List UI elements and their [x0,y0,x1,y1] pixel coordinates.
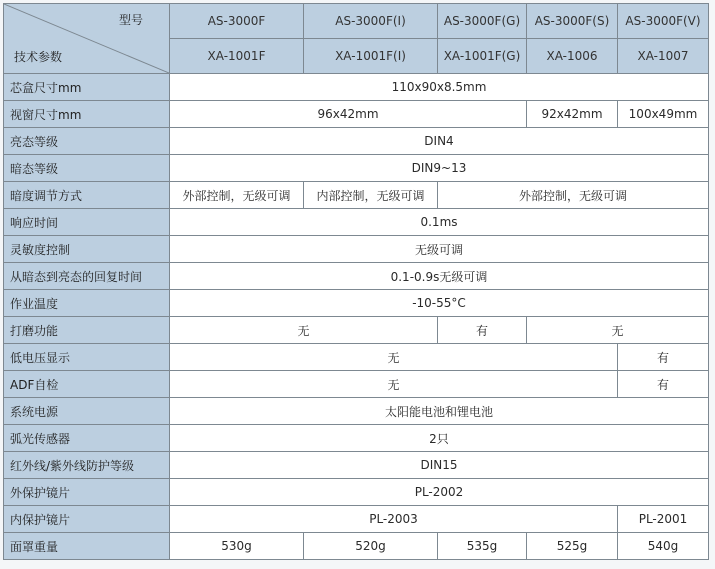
spec-value: 96x42mm [170,101,527,128]
spec-value: 无 [170,344,618,371]
spec-value: 无级可调 [170,236,709,263]
spec-value: 无 [170,371,618,398]
spec-value: 太阳能电池和锂电池 [170,398,709,425]
spec-row [4,371,709,398]
model-header-xa: XA-1007 [618,39,709,74]
spec-value: 2只 [170,425,709,452]
model-header-xa: XA-1006 [527,39,618,74]
model-header-as: AS-3000F [170,4,304,39]
spec-label: 系统电源 [4,398,170,425]
spec-label: 芯盒尺寸mm [4,74,170,101]
spec-label: 低电压显示 [4,344,170,371]
spec-row [4,506,709,533]
spec-value: DIN4 [170,128,709,155]
spec-row [4,398,709,425]
spec-table [3,3,709,560]
spec-row [4,182,709,209]
spec-value: DIN9~13 [170,155,709,182]
spec-value: 0.1-0.9s无级可调 [170,263,709,290]
spec-value: 有 [618,371,709,398]
spec-row [4,344,709,371]
spec-row [4,317,709,344]
spec-value: 外部控制，无级可调 [438,182,709,209]
model-header-xa: XA-1001F(G) [438,39,527,74]
spec-label: 面罩重量 [4,533,170,560]
spec-label: ADF自检 [4,371,170,398]
spec-row [4,290,709,317]
model-header-as: AS-3000F(I) [304,4,438,39]
model-header-as: AS-3000F(S) [527,4,618,39]
model-header-as: AS-3000F(V) [618,4,709,39]
spec-label: 暗度调节方式 [4,182,170,209]
corner-label-params: 技术参数 [14,50,63,64]
spec-value: 外部控制，无级可调 [170,182,304,209]
spec-value: PL-2001 [618,506,709,533]
spec-label: 从暗态到亮态的回复时间 [4,263,170,290]
spec-label: 响应时间 [4,209,170,236]
spec-label: 打磨功能 [4,317,170,344]
spec-value: 有 [438,317,527,344]
spec-row [4,236,709,263]
spec-row [4,101,709,128]
model-header-xa: XA-1001F(I) [304,39,438,74]
spec-value: 530g [170,533,304,560]
spec-row [4,128,709,155]
spec-row [4,452,709,479]
spec-row [4,209,709,236]
spec-label: 外保护镜片 [4,479,170,506]
model-header-xa: XA-1001F [170,39,304,74]
spec-label: 视窗尺寸mm [4,101,170,128]
spec-value: PL-2003 [170,506,618,533]
spec-value: 有 [618,344,709,371]
spec-label: 亮态等级 [4,128,170,155]
spec-value: 0.1ms [170,209,709,236]
spec-value: DIN15 [170,452,709,479]
spec-value: 540g [618,533,709,560]
spec-row [4,479,709,506]
corner-label-model: 型号 [118,13,143,27]
spec-label: 红外线/紫外线防护等级 [4,452,170,479]
spec-value: -10-55°C [170,290,709,317]
spec-label: 暗态等级 [4,155,170,182]
spec-label: 灵敏度控制 [4,236,170,263]
spec-row [4,533,709,560]
spec-row [4,425,709,452]
spec-value: 100x49mm [618,101,709,128]
spec-value: 无 [170,317,438,344]
header-row-as [4,4,709,39]
spec-value: 520g [304,533,438,560]
spec-label: 弧光传感器 [4,425,170,452]
spec-value: 110x90x8.5mm [170,74,709,101]
spec-row [4,74,709,101]
spec-value: PL-2002 [170,479,709,506]
corner-header-cell [4,4,170,74]
spec-label: 内保护镜片 [4,506,170,533]
spec-value: 525g [527,533,618,560]
spec-row [4,155,709,182]
spec-value: 无 [527,317,709,344]
spec-label: 作业温度 [4,290,170,317]
spec-value: 535g [438,533,527,560]
spec-value: 内部控制，无级可调 [304,182,438,209]
spec-value: 92x42mm [527,101,618,128]
spec-row [4,263,709,290]
model-header-as: AS-3000F(G) [438,4,527,39]
